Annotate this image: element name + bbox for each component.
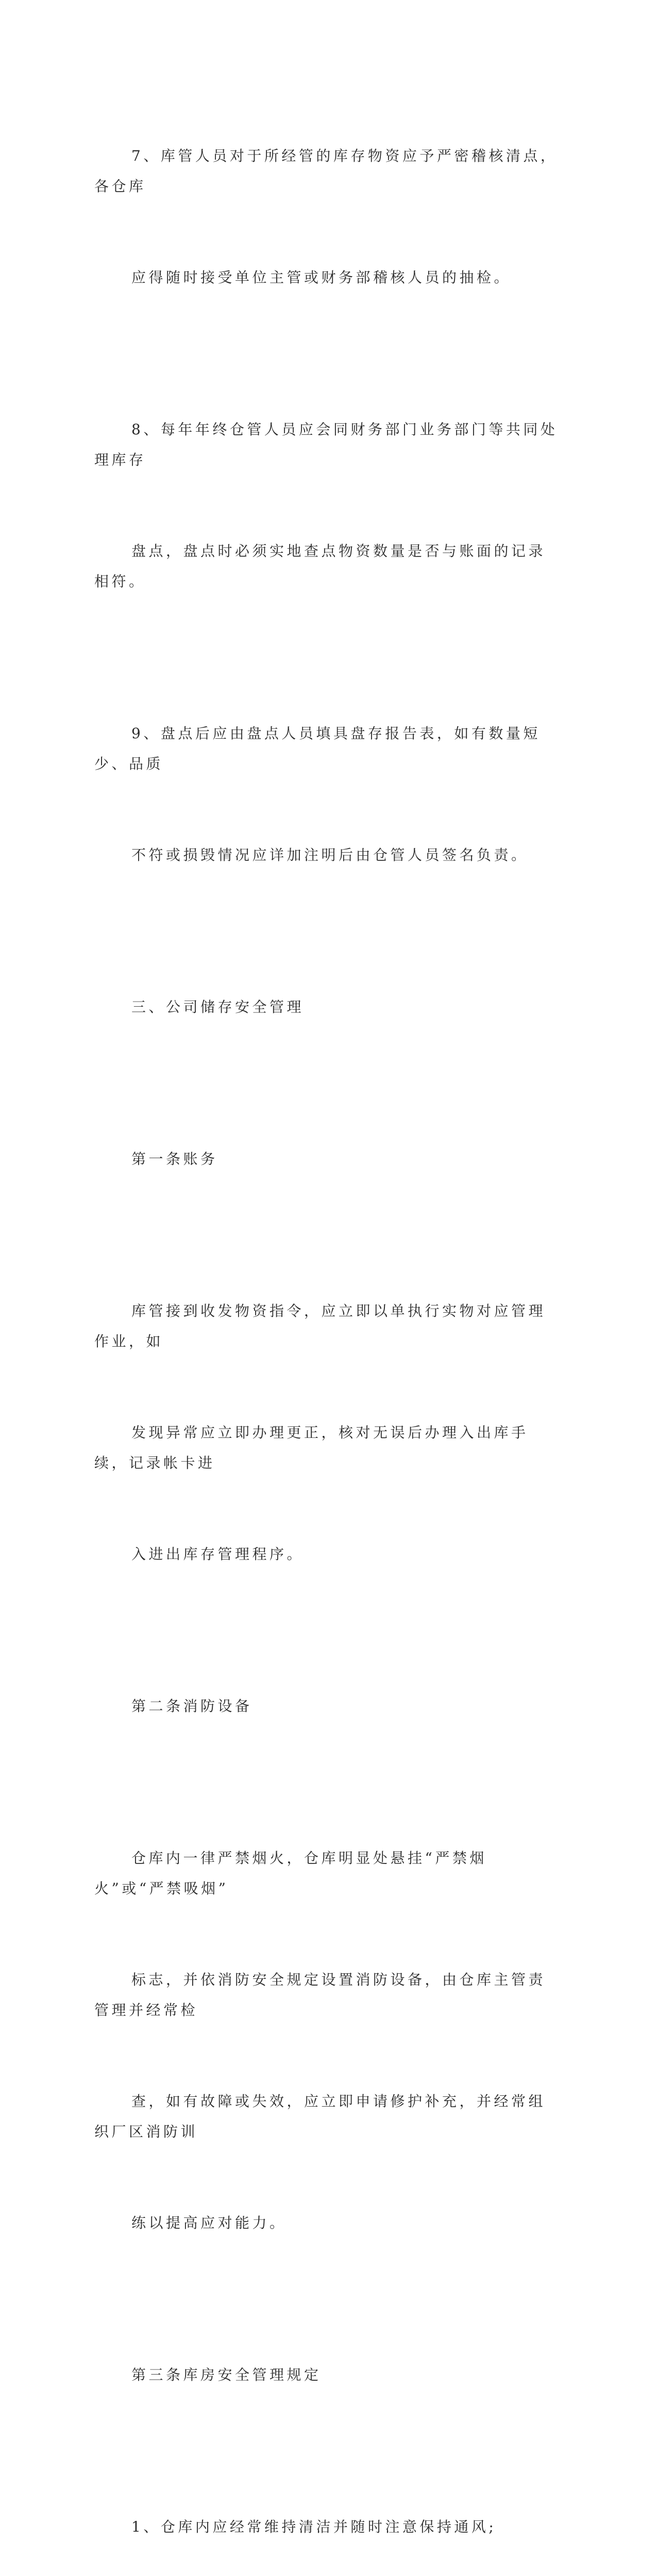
article-heading-fire-equipment bbox=[94, 1630, 558, 1782]
text-line: 标志，并依消防安全规定设置消防设备，由仓库主管责管理并经常检 bbox=[94, 1971, 546, 2019]
heading-text: 第一条账务 bbox=[131, 1150, 218, 1167]
section-heading-storage-safety bbox=[94, 931, 558, 1083]
text-line: 1、仓库内应经常维持清洁并随时注意保持通风; bbox=[131, 2518, 497, 2535]
text-line: 仓库内一律严禁烟火，仓库明显处悬挂“严禁烟火”或“严禁吸烟” bbox=[94, 1850, 487, 1897]
text-line: 8、每年年终仓管人员应会同财务部门业务部门等共同处理库存 bbox=[94, 421, 558, 468]
paragraph-item-9 bbox=[94, 657, 558, 931]
text-line: 入进出库存管理程序。 bbox=[131, 1546, 305, 1563]
paragraph-item-8 bbox=[94, 353, 558, 657]
text-line: 不符或损毁情况应详加注明后由仓管人员签名负责。 bbox=[131, 846, 529, 863]
text-line: 应得随时接受单位主管或财务部稽核人员的抽检。 bbox=[131, 269, 512, 286]
text-line: 7、库管人员对于所经管的库存物资应予严密稽核清点，各仓库 bbox=[94, 147, 558, 195]
text-line: 库管接到收发物资指令，应立即以单执行实物对应管理作业，如 bbox=[94, 1302, 546, 1350]
article-heading-accounts bbox=[94, 1083, 558, 1235]
article-heading-warehouse-safety bbox=[94, 2299, 558, 2451]
heading-text: 三、公司储存安全管理 bbox=[131, 998, 305, 1015]
text-line: 盘点，盘点时必须实地查点物资数量是否与账面的记录相符。 bbox=[94, 543, 546, 590]
text-line: 9、盘点后应由盘点人员填具盘存报告表，如有数量短少、品质 bbox=[94, 725, 541, 772]
paragraph-rule-1 bbox=[94, 2451, 558, 2576]
paragraph-fire-equipment-body bbox=[94, 1782, 558, 2299]
text-line: 发现异常应立即办理更正，核对无误后办理入出库手续，记录帐卡进 bbox=[94, 1424, 529, 1471]
heading-text: 第二条消防设备 bbox=[131, 1698, 252, 1715]
document-body bbox=[94, 80, 558, 2576]
heading-text: 第三条库房安全管理规定 bbox=[131, 2366, 322, 2383]
paragraph-accounts-body bbox=[94, 1235, 558, 1630]
text-line: 查，如有故障或失效，应立即申请修护补充，并经常组织厂区消防训 bbox=[94, 2093, 546, 2140]
paragraph-item-7 bbox=[94, 80, 558, 353]
text-line: 练以提高应对能力。 bbox=[131, 2214, 287, 2231]
